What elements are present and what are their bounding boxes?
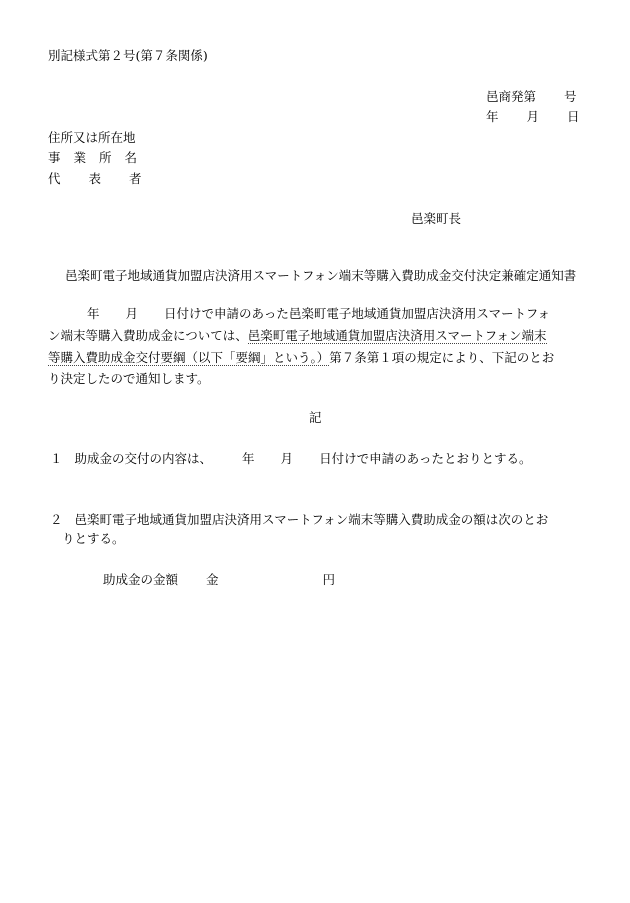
guideline-reference-part-1: 邑楽町電子地域通貨加盟店決済用スマートフォン端末 <box>247 328 547 343</box>
amount-row <box>103 572 335 588</box>
item-1 <box>50 451 531 467</box>
issue-date <box>486 109 580 125</box>
guideline-reference-part-2: 等購入費助成金交付要綱（以下「要綱」という。） <box>48 350 330 365</box>
item-2-number: ２ <box>50 512 63 527</box>
item-1-rest: 日付けで申請のあったとおりとする。 <box>319 451 532 466</box>
item-1-month: 月 <box>280 451 294 466</box>
item-2-text: 邑楽町電子地域通貨加盟店決済用スマートフォン端末等購入費助成金の額は次のとお <box>74 512 549 527</box>
body-line-3-rest: 第７条第１項の規定により、下記のとお <box>329 350 555 365</box>
issue-date-day: 日 <box>567 109 580 124</box>
body-line-2-plain: ン端末等購入費助成金については、 <box>48 328 248 343</box>
business-char-3: 所 <box>99 150 112 165</box>
representative-char-1: 代 <box>48 171 61 186</box>
amount-currency-prefix: 金 <box>206 572 219 587</box>
amount-label: 助成金の金額 <box>103 572 179 587</box>
document-title: 邑楽町電子地域通貨加盟店決済用スマートフォン端末等購入費助成金交付決定兼確定通知書 <box>65 268 577 283</box>
doc-number-suffix: 号 <box>564 89 577 104</box>
address-label: 住所又は所在地 <box>48 130 136 145</box>
amount-unit: 円 <box>322 572 336 587</box>
representative-char-3: 者 <box>129 171 142 186</box>
business-char-1: 事 <box>48 150 61 165</box>
item-1-prefix: 助成金の交付の内容は、 <box>74 451 213 466</box>
representative-label <box>48 171 142 187</box>
doc-number <box>486 89 577 105</box>
item-1-number: １ <box>50 451 63 466</box>
item-2-line-1 <box>50 512 548 528</box>
item-1-year: 年 <box>242 451 255 466</box>
issue-date-month: 月 <box>526 109 540 124</box>
doc-number-prefix: 邑商発第 <box>486 89 537 104</box>
body-year: 年 <box>87 306 100 321</box>
body-line-2 <box>48 328 547 344</box>
business-name-label <box>48 150 137 166</box>
business-char-4: 名 <box>124 150 138 165</box>
body-line-1 <box>87 306 550 322</box>
body-line-1-rest: 日付けで申請のあった邑楽町電子地域通貨加盟店決済用スマートフォ <box>164 306 551 321</box>
form-label: 別記様式第２号(第７条関係) <box>48 48 208 63</box>
body-line-4: り決定したので通知します。 <box>48 371 210 386</box>
business-char-2: 業 <box>73 150 87 165</box>
item-2-line-2: りとする。 <box>62 531 125 546</box>
representative-char-2: 表 <box>88 171 102 186</box>
body-month: 月 <box>125 306 139 321</box>
note-heading: 記 <box>309 410 322 425</box>
body-line-3 <box>48 350 554 366</box>
sender-title: 邑楽町長 <box>411 211 462 226</box>
issue-date-year: 年 <box>486 109 499 124</box>
